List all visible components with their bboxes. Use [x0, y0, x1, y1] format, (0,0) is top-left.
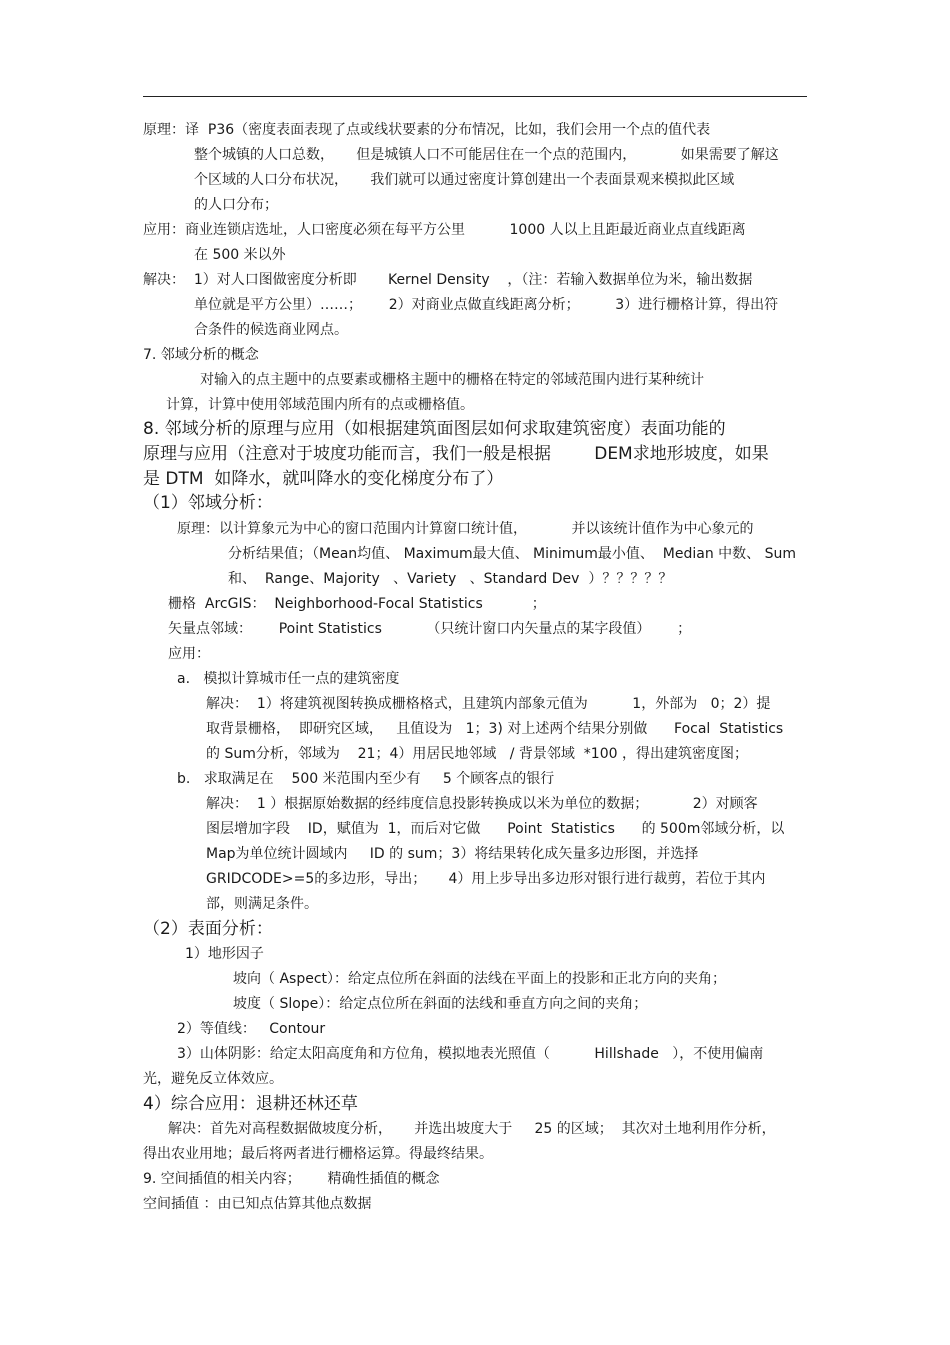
header-rule	[143, 96, 807, 97]
section-heading: 是 DTM 如降水，就叫降水的变化梯度分布了）	[143, 469, 504, 489]
text-line: 矢量点邻域： Point Statistics （只统计窗口内矢量点的某字段值） ；	[168, 621, 692, 637]
text-line: 解决： 1 ）根据原始数据的经纬度信息投影转换成以米为单位的数据； 2）对顾客	[206, 796, 758, 812]
text-line: 2）等值线： Contour	[177, 1021, 326, 1037]
text-line: 解决： 1）对人口图做密度分析即 Kernel Density ，（注：若输入数据单位为米，输出数据	[143, 272, 753, 288]
text-line: 对输入的点主题中的点要素或栅格主题中的栅格在特定的邻域范围内进行某种统计	[200, 372, 704, 388]
text-line: 原理：以计算象元为中心的窗口范围内计算窗口统计值， 并以该统计值作为中心象元的	[177, 521, 754, 537]
text-line: 取背景栅格， 即研究区域， 且值设为 1；3) 对上述两个结果分别做 Focal Statistics	[206, 721, 784, 737]
list-item: b. 求取满足在 500 米范围内至少有 5 个顾客点的银行	[177, 771, 555, 787]
text-line: 单位就是平方公里）……； 2）对商业点做直线距离分析； 3）进行栅格计算，得出符	[194, 297, 779, 313]
subsection-heading: （1）邻域分析：	[143, 493, 273, 513]
text-line: 部，则满足条件。	[206, 896, 318, 912]
text-line: 栅格 ArcGIS： Neighborhood-Focal Statistics ；	[168, 596, 546, 612]
text-line: 在 500 米以外	[194, 247, 286, 263]
text-line: 解决： 1）将建筑视图转换成栅格格式，且建筑内部象元值为 1，外部为 0；2）提	[206, 696, 771, 712]
section-heading: 8. 邻域分析的原理与应用（如根据建筑面图层如何求取建筑密度）表面功能的	[143, 419, 726, 439]
text-line: 空间插值 ：由已知点估算其他点数据	[143, 1196, 372, 1212]
text-line: 1）地形因子	[185, 946, 264, 962]
text-line: 坡度（ Slope）：给定点位所在斜面的法线和垂直方向之间的夹角；	[233, 996, 648, 1012]
text-line: 得出农业用地；最后将两者进行栅格运算。得最终结果。	[143, 1146, 493, 1162]
text-line: 合条件的候选商业网点。	[194, 322, 348, 338]
text-line: 图层增加字段 ID，赋值为 1，而后对它做 Point Statistics 的 500m邻域分析，以	[206, 821, 785, 837]
text-line: GRIDCODE>=5的多边形，导出； 4）用上步导出多边形对银行进行裁剪，若位于其内	[206, 871, 766, 887]
text-line: 和、 Range、Majority 、Variety 、Standard Dev ）？？？？？	[228, 571, 673, 587]
text-line: 分析结果值；（Mean均值、 Maximum最大值、 Minimum最小值、 Median 中数、 Sum	[228, 546, 797, 562]
text-line: 光，避免反立体效应。	[143, 1071, 283, 1087]
text-line: 3）山体阴影：给定太阳高度角和方位角，模拟地表光照值（ Hillshade ），不使用偏南	[177, 1046, 764, 1062]
section-heading: 7. 邻域分析的概念	[143, 347, 259, 363]
text-line: 的人口分布；	[194, 197, 278, 213]
text-line: 整个城镇的人口总数， 但是城镇人口不可能居住在一个点的范围内， 如果需要了解这	[194, 147, 779, 163]
section-heading: 9. 空间插值的相关内容； 精确性插值的概念	[143, 1171, 440, 1187]
subsection-heading: 4）综合应用：退耕还林还草	[143, 1094, 358, 1114]
text-line: 原理：译 P36（密度表面表现了点或线状要素的分布情况，比如，我们会用一个点的值代表	[143, 122, 711, 138]
text-line: 计算，计算中使用邻域范围内所有的点或栅格值。	[166, 397, 474, 413]
text-line: 个区域的人口分布状况， 我们就可以通过密度计算创建出一个表面景观来模拟此区域	[194, 172, 735, 188]
text-line: 应用：商业连锁店选址，人口密度必须在每平方公里 1000 人以上且距最近商业点直线距离	[143, 222, 746, 238]
text-line: 的 Sum分析，邻域为 21；4）用居民地邻域 / 背景邻域 *100 ，得出建筑密度图；	[206, 746, 748, 762]
text-line: 坡向（ Aspect）：给定点位所在斜面的法线在平面上的投影和正北方向的夹角；	[233, 971, 727, 987]
section-heading: 原理与应用（注意对于坡度功能而言，我们一般是根据 DEM求地形坡度，如果	[143, 444, 769, 464]
subsection-heading: （2）表面分析：	[143, 919, 273, 939]
text-line: 应用：	[168, 646, 210, 662]
list-item: a. 模拟计算城市任一点的建筑密度	[177, 671, 400, 687]
text-line: 解决：首先对高程数据做坡度分析， 并选出坡度大于 25 的区域； 其次对土地利用作分析，	[168, 1121, 776, 1137]
text-line: Map为单位统计圆域内 ID 的 sum；3）将结果转化成矢量多边形图，并选择	[206, 846, 699, 862]
